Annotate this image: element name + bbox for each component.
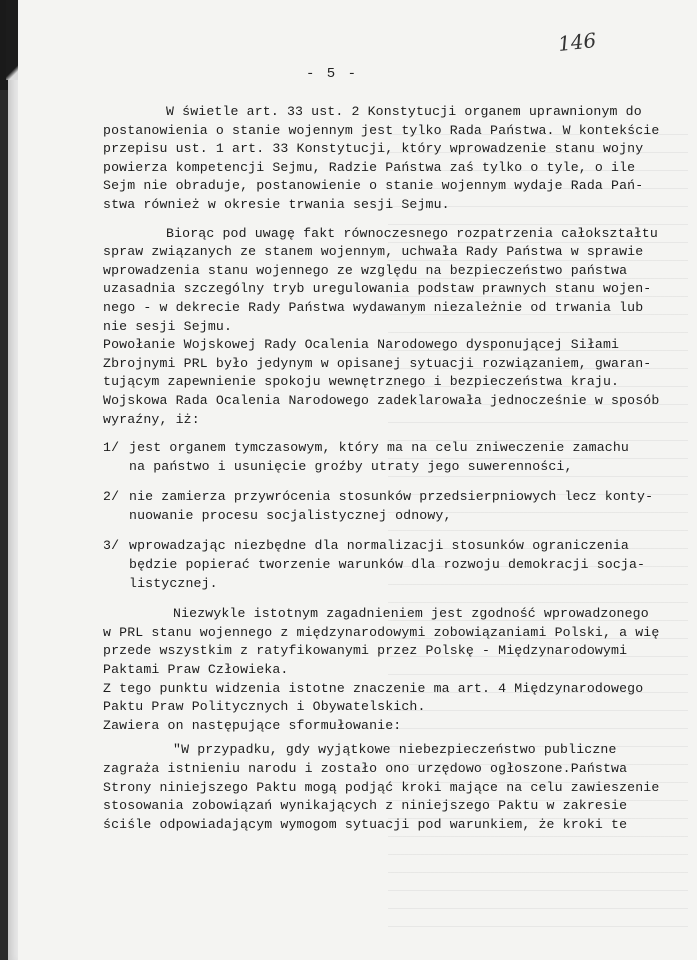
text-line: ściśle odpowiadającym wymogom sytuacji pod warunkiem, że kroki te xyxy=(103,816,628,832)
text-line: Paktami Praw Człowieka. xyxy=(103,662,289,678)
handwritten-page-number: 146 xyxy=(556,28,598,56)
text-line: postanowienia o stanie wojennym jest tylko Rada Państwa. W kontekście xyxy=(103,122,660,138)
paragraph-4 xyxy=(103,605,683,735)
list-item-number: 1/ xyxy=(103,440,120,456)
list-item xyxy=(103,537,683,593)
text-line: tującym zapewnienie spokoju wewnętrznego i bezpieczeństwa kraju. xyxy=(103,374,620,390)
text-line: w PRL stanu wojennego z międzynarodowymi zobowiązaniami Polski, a wię xyxy=(103,624,660,640)
text-line: Zawiera on następujące sformułowanie: xyxy=(103,717,402,733)
text-line: przepisu ust. 1 art. 33 Konstytucji, który wprowadzenie stanu wojny xyxy=(103,141,644,157)
text-line: wyraźny, iż: xyxy=(103,411,200,427)
text-line: nego - w dekrecie Rady Państwa wydawanym niezależnie od trwania lub xyxy=(103,299,644,315)
text-line: nie sesji Sejmu. xyxy=(103,318,233,334)
text-line: wprowadzając niezbędne dla normalizacji stosunków ograniczenia xyxy=(129,538,629,554)
quote-block xyxy=(103,741,683,834)
list-item-number: 2/ xyxy=(103,489,120,505)
list-item xyxy=(103,488,683,525)
numbered-list xyxy=(103,439,683,593)
text-line: zagraża istnieniu narodu i zostało ono urzędowo ogłoszone.Państwa xyxy=(103,761,628,776)
paragraph-1 xyxy=(103,103,683,215)
text-line: Powołanie Wojskowej Rady Ocalenia Narodowego dysponującej Siłami xyxy=(103,337,620,353)
text-line: Zbrojnymi PRL było jedynym w opisanej sytuacji rozwiązaniem, gwaran- xyxy=(103,355,652,371)
text-line: Sejm nie obraduje, postanowienie o stanie wojennym wydaje Rada Pań- xyxy=(103,178,644,194)
document-page xyxy=(18,0,697,960)
text-line: Z tego punktu widzenia istotne znaczenie ma art. 4 Międzynarodowego xyxy=(103,680,644,696)
text-line: wprowadzenia stanu wojennego ze względu na bezpieczeństwo państwa xyxy=(103,262,628,278)
text-line: nie zamierza przywrócenia stosunków przedsierpniowych lecz konty- xyxy=(129,489,654,505)
text-line: Niezwykle istotnym zagadnieniem jest zgodność wprowadzonego xyxy=(173,606,649,622)
list-item-number: 3/ xyxy=(103,538,120,554)
paragraph-2 xyxy=(103,225,683,337)
text-line: Strony niniejszego Paktu mogą podjąć kroki mające na celu zawieszenie xyxy=(103,779,660,795)
text-line: Paktu Praw Politycznych i Obywatelskich. xyxy=(103,699,426,715)
page-number: - 5 - xyxy=(306,66,359,82)
list-item xyxy=(103,439,683,476)
text-line: listycznej. xyxy=(129,575,218,591)
text-line: "W przypadku, gdy wyjątkowe niebezpieczeństwo publiczne xyxy=(173,742,617,758)
text-line: stosowania zobowiązań wynikających z niniejszego Paktu w zakresie xyxy=(103,798,628,814)
text-line: Biorąc pod uwagę fakt równoczesnego rozpatrzenia całokształtu xyxy=(166,225,658,241)
text-line: będzie popierać tworzenie warunków dla rozwoju demokracji socja- xyxy=(129,557,646,573)
text-line: stwa również w okresie trwania sesji Sejmu. xyxy=(103,196,450,212)
text-line: przede wszystkim z ratyfikowanymi przez Polskę - Międzynarodowymi xyxy=(103,643,628,659)
document-body xyxy=(103,103,683,834)
paragraph-3 xyxy=(103,336,683,429)
text-line: spraw związanych ze stanem wojennym, uchwała Rady Państwa w sprawie xyxy=(103,244,644,260)
text-line: jest organem tymczasowym, który ma na celu zniweczenie zamachu xyxy=(129,440,629,456)
text-line: uzasadnia szczególny tryb uregulowania podstaw prawnych stanu wojen- xyxy=(103,281,652,297)
text-line: W świetle art. 33 ust. 2 Konstytucji organem uprawnionym do xyxy=(166,104,642,119)
text-line: powierza kompetencji Sejmu, Radzie Państwa zaś tylko o tyle, o ile xyxy=(103,159,636,175)
text-line: Wojskowa Rada Ocalenia Narodowego zadeklarowała jednocześnie w sposób xyxy=(103,392,660,408)
text-line: nuowanie procesu socjalistycznej odnowy, xyxy=(129,507,452,523)
text-line: na państwo i usunięcie groźby utraty jego suwerenności, xyxy=(129,458,573,474)
